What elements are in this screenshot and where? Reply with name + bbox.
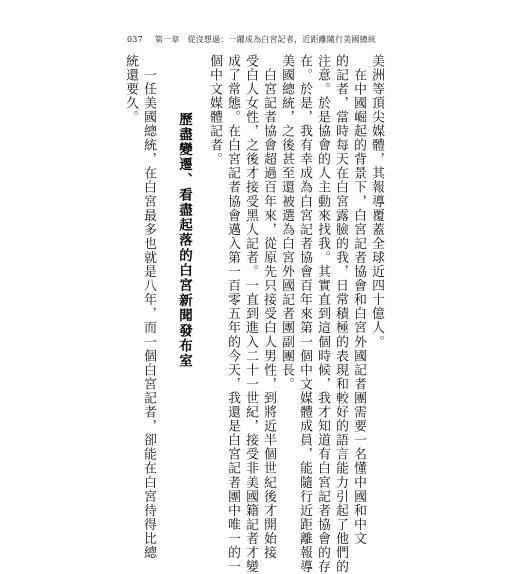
text-column: 在中國崛起的背景下，白宮記者協會和白宮外國記者團需要一名懂中國和中文: [351, 54, 366, 546]
page-number: 037: [127, 35, 143, 44]
chapter-title: 從沒想過：一躍成為白宮記者，近距離隨行美國總統: [187, 35, 377, 44]
chapter-label: 第一章: [154, 35, 180, 44]
text-column: 白宮記者協會超過百年來，從原先只接受白人男性，到將近半個世紀後才開始接: [261, 54, 276, 560]
text-column: 的記者，當時每天在白宮露臉的我，日常積極的表現和較好的語言能力引起了他們的: [333, 54, 348, 574]
running-header: [127, 35, 376, 45]
text-column: 受白人女性，之後才接受黑人記者。一直到進入二十一世紀，接受非美國籍記者才變: [243, 54, 258, 574]
text-column: 美洲等頂尖媒體，其報導覆蓋全球近四十億人。: [369, 54, 384, 350]
text-column: 個中文媒體記者。: [207, 54, 222, 167]
text-column: 成了常態。在白宮記者協會邁入第一百零五年的今天，我還是白宮記者團中唯一的一: [225, 54, 240, 574]
section-heading: 歷盡變遷、看盡起落的白宮新聞發布室: [176, 112, 192, 369]
text-column: 統還要久。: [123, 54, 138, 125]
text-column: 在。於是，我有幸成為白宮記者協會百年來第一個中文媒體成員，能隨行近距離報導: [297, 54, 312, 574]
text-column: 一任美國總統，在白宮最多也就是八年，而一個白宮記者，卻能在白宮待得比總: [141, 54, 156, 560]
text-column: 美國總統，之後甚至還被選為白宮外國記者團副團長。: [279, 54, 294, 392]
text-column: 注意。於是協會的人主動來找我。其實直到這個時候，我才知道有白宮記者協會的存: [315, 54, 330, 574]
